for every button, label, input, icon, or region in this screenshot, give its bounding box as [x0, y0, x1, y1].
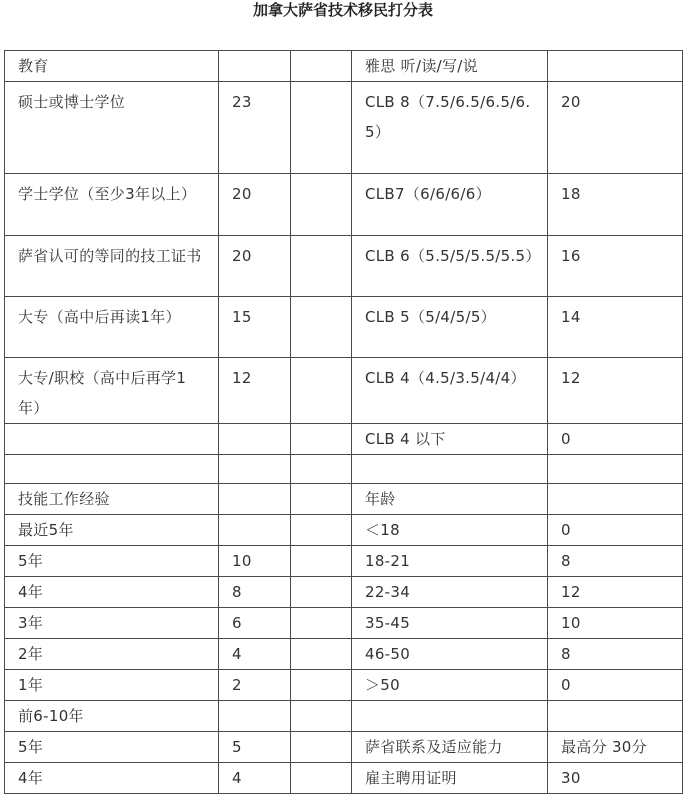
- table-cell: 4年: [5, 577, 219, 608]
- table-cell: [219, 515, 291, 546]
- table-cell: 大专（高中后再读1年）: [5, 297, 219, 358]
- table-cell: 46-50: [352, 639, 548, 670]
- table-cell: 35-45: [352, 608, 548, 639]
- table-cell: 6: [219, 608, 291, 639]
- table-row: [5, 639, 683, 670]
- table-cell: 8: [548, 546, 683, 577]
- table-row: [5, 236, 683, 297]
- table-cell: [219, 455, 291, 484]
- table-cell: 15: [219, 297, 291, 358]
- table-cell: [219, 701, 291, 732]
- table-cell: 萨省认可的等同的技工证书: [5, 236, 219, 297]
- table-cell: [5, 455, 219, 484]
- table-cell: 最近5年: [5, 515, 219, 546]
- table-cell: [291, 297, 352, 358]
- table-cell: 5: [219, 732, 291, 763]
- table-cell: 18-21: [352, 546, 548, 577]
- table-row: [5, 358, 683, 424]
- table-cell: 20: [219, 174, 291, 236]
- table-cell: [291, 82, 352, 174]
- table-cell: 4: [219, 639, 291, 670]
- table-cell: 30: [548, 763, 683, 794]
- table-cell: 学士学位（至少3年以上）: [5, 174, 219, 236]
- table-cell: [291, 701, 352, 732]
- score-table: [4, 50, 683, 794]
- table-cell: [291, 424, 352, 455]
- table-cell: 5年: [5, 732, 219, 763]
- table-cell: 12: [548, 577, 683, 608]
- table-cell: 0: [548, 670, 683, 701]
- table-row: [5, 174, 683, 236]
- table-cell: 0: [548, 424, 683, 455]
- table-cell: 萨省联系及适应能力: [352, 732, 548, 763]
- table-cell: [291, 732, 352, 763]
- table-cell: [291, 484, 352, 515]
- table-cell: [291, 455, 352, 484]
- table-cell: ＜18: [352, 515, 548, 546]
- table-cell: 1年: [5, 670, 219, 701]
- table-cell: 雇主聘用证明: [352, 763, 548, 794]
- table-cell: 22-34: [352, 577, 548, 608]
- table-row: [5, 577, 683, 608]
- table-row: [5, 670, 683, 701]
- table-cell: [548, 455, 683, 484]
- table-cell: 20: [219, 236, 291, 297]
- table-cell: 最高分 30分: [548, 732, 683, 763]
- table-cell: [219, 51, 291, 82]
- table-cell: [352, 701, 548, 732]
- table-row: [5, 51, 683, 82]
- table-cell: 大专/职校（高中后再学1年）: [5, 358, 219, 424]
- table-row: [5, 82, 683, 174]
- table-cell: 5年: [5, 546, 219, 577]
- table-row: [5, 732, 683, 763]
- table-cell: [291, 515, 352, 546]
- table-row: [5, 484, 683, 515]
- table-cell: 前6-10年: [5, 701, 219, 732]
- page-title: 加拿大萨省技术移民打分表: [252, 1, 433, 19]
- table-cell: [219, 484, 291, 515]
- table-cell: ＞50: [352, 670, 548, 701]
- table-cell: 12: [219, 358, 291, 424]
- table-cell: 8: [548, 639, 683, 670]
- table-cell: [352, 455, 548, 484]
- table-cell: [291, 358, 352, 424]
- table-cell: CLB7（6/6/6/6）: [352, 174, 548, 236]
- table-cell: [548, 701, 683, 732]
- table-cell: [291, 577, 352, 608]
- table-cell: [291, 670, 352, 701]
- table-row: [5, 515, 683, 546]
- table-row: [5, 455, 683, 484]
- table-cell: [291, 174, 352, 236]
- table-cell: 0: [548, 515, 683, 546]
- table-cell: 18: [548, 174, 683, 236]
- table-cell: CLB 4（4.5/3.5/4/4）: [352, 358, 548, 424]
- table-cell: 16: [548, 236, 683, 297]
- table-cell: 教育: [5, 51, 219, 82]
- table-cell: 4: [219, 763, 291, 794]
- table-row: [5, 424, 683, 455]
- table-cell: 8: [219, 577, 291, 608]
- table-cell: CLB 8（7.5/6.5/6.5/6.5）: [352, 82, 548, 174]
- table-cell: [291, 51, 352, 82]
- table-row: [5, 763, 683, 794]
- table-cell: 技能工作经验: [5, 484, 219, 515]
- table-cell: 23: [219, 82, 291, 174]
- table-cell: 10: [219, 546, 291, 577]
- table-cell: 12: [548, 358, 683, 424]
- table-cell: [219, 424, 291, 455]
- table-cell: [548, 51, 683, 82]
- table-cell: [5, 424, 219, 455]
- table-cell: CLB 5（5/4/5/5）: [352, 297, 548, 358]
- table-cell: [291, 608, 352, 639]
- table-row: [5, 546, 683, 577]
- table-cell: [291, 546, 352, 577]
- table-cell: CLB 4 以下: [352, 424, 548, 455]
- table-cell: 3年: [5, 608, 219, 639]
- table-cell: [291, 236, 352, 297]
- table-row: [5, 701, 683, 732]
- table-cell: CLB 6（5.5/5/5.5/5.5）: [352, 236, 548, 297]
- table-cell: [291, 763, 352, 794]
- table-cell: 年龄: [352, 484, 548, 515]
- table-cell: 14: [548, 297, 683, 358]
- table-row: [5, 297, 683, 358]
- table-cell: [548, 484, 683, 515]
- table-row: [5, 608, 683, 639]
- table-cell: 2: [219, 670, 291, 701]
- table-cell: 2年: [5, 639, 219, 670]
- table-cell: [291, 639, 352, 670]
- table-cell: 4年: [5, 763, 219, 794]
- table-cell: 雅思 听/读/写/说: [352, 51, 548, 82]
- table-cell: 硕士或博士学位: [5, 82, 219, 174]
- table-cell: 20: [548, 82, 683, 174]
- table-cell: 10: [548, 608, 683, 639]
